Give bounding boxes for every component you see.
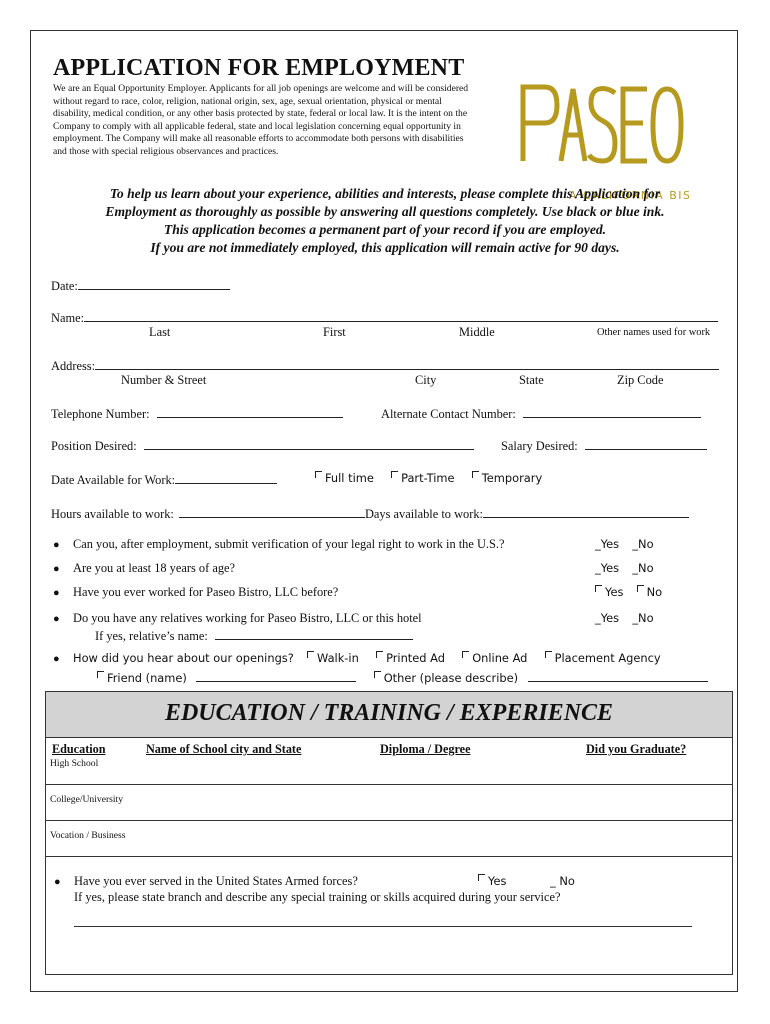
question-4-answers bbox=[595, 611, 654, 625]
question-1: Can you, after employment, submit verification of your legal right to work in the U.S.? bbox=[73, 537, 505, 551]
military-describe-field[interactable] bbox=[74, 926, 692, 927]
col-graduated: Did you Graduate? bbox=[586, 742, 687, 756]
online-ad-label: Online Ad bbox=[472, 651, 528, 665]
name-other-label: Other names used for work bbox=[597, 327, 711, 338]
printed-ad-checkbox[interactable] bbox=[376, 651, 383, 658]
other-label: Other (please describe) bbox=[383, 671, 519, 685]
question-4: Do you have any relatives working for Paseo Bistro, LLC or this hotel bbox=[73, 611, 422, 625]
no-option[interactable]: _No bbox=[632, 611, 654, 625]
col-diploma: Diploma / Degree bbox=[380, 742, 471, 756]
friend-name-field[interactable] bbox=[196, 669, 356, 682]
addr-zip-label: Zip Code bbox=[617, 373, 664, 387]
row-vocation: Vocation / Business bbox=[50, 830, 126, 841]
education-header bbox=[46, 692, 732, 738]
temporary-checkbox[interactable] bbox=[472, 471, 479, 478]
addr-state-label: State bbox=[519, 373, 544, 387]
date-row bbox=[51, 277, 230, 294]
relative-name-row bbox=[95, 627, 413, 644]
question-2: Are you at least 18 years of age? bbox=[73, 561, 236, 575]
alt-contact-row bbox=[381, 405, 701, 422]
row-college: College/University bbox=[50, 794, 124, 805]
education-section bbox=[45, 691, 733, 975]
friend-label: Friend (name) bbox=[107, 671, 187, 685]
eeo-statement: We are an Equal Opportunity Employer. Applicants for all job openings are welcome and will be considered without regard to race, color, religion, national origin, sex, age, sexual orientation, physical or mental disability, medical condition, or any other basis protected by state, federal or local law. It is the intent on the Company to comply with all applicable federal, state and local legislation concerning equal opportunity in employment. The Company will make all reasonable efforts to accommodate both persons with disabilities and those with special religious observances and practices. bbox=[53, 83, 469, 157]
military-no-option[interactable]: _ No bbox=[550, 874, 575, 888]
military-yes-checkbox[interactable] bbox=[478, 874, 485, 881]
address-row bbox=[51, 357, 719, 374]
instruction-line: If you are not immediately employed, this application will remain active for 90 days. bbox=[150, 240, 620, 255]
days-available-field[interactable] bbox=[483, 505, 689, 518]
question-3: Have you ever worked for Paseo Bistro, LLC before? bbox=[73, 585, 339, 599]
alt-contact-field[interactable] bbox=[523, 405, 701, 418]
friend-checkbox[interactable] bbox=[97, 671, 104, 678]
date-available-field[interactable] bbox=[175, 471, 277, 484]
printed-ad-label: Printed Ad bbox=[386, 651, 445, 665]
hear-about-row bbox=[73, 651, 661, 665]
yes-option[interactable]: _Yes bbox=[595, 561, 620, 575]
telephone-field[interactable] bbox=[157, 405, 343, 418]
military-yes-label: Yes bbox=[488, 874, 507, 888]
salary-row bbox=[501, 437, 707, 454]
full-time-checkbox[interactable] bbox=[315, 471, 322, 478]
walk-in-checkbox[interactable] bbox=[307, 651, 314, 658]
form-title: APPLICATION FOR EMPLOYMENT bbox=[53, 55, 465, 81]
part-time-checkbox[interactable] bbox=[391, 471, 398, 478]
military-followup: If yes, please state branch and describe any special training or skills acquired during your service? bbox=[74, 890, 561, 904]
row-high-school: High School bbox=[50, 758, 99, 769]
position-field[interactable] bbox=[144, 437, 474, 450]
military-question: Have you ever served in the United States Armed forces? bbox=[74, 874, 358, 888]
address-field[interactable] bbox=[95, 357, 719, 370]
telephone-label: Telephone Number: bbox=[51, 407, 150, 421]
yes-label: Yes bbox=[605, 585, 624, 599]
hear-about-question: How did you hear about our openings? bbox=[73, 651, 294, 665]
military-no bbox=[550, 874, 575, 888]
address-label: Address: bbox=[51, 359, 96, 373]
alt-contact-label: Alternate Contact Number: bbox=[381, 407, 516, 421]
question-3-answers bbox=[595, 585, 662, 599]
position-label: Position Desired: bbox=[51, 439, 137, 453]
no-label: No bbox=[646, 585, 663, 599]
instructions bbox=[51, 185, 719, 257]
placement-agency-checkbox[interactable] bbox=[545, 651, 552, 658]
row-divider bbox=[46, 820, 732, 821]
salary-field[interactable] bbox=[585, 437, 707, 450]
form-frame bbox=[30, 30, 738, 992]
employment-type-options bbox=[315, 471, 542, 485]
yes-option[interactable]: _Yes bbox=[595, 611, 620, 625]
no-option[interactable]: _No bbox=[632, 537, 654, 551]
other-describe-field[interactable] bbox=[528, 669, 708, 682]
instruction-line: Employment as thoroughly as possible by answering all questions completely. Use black or blue ink. bbox=[105, 204, 665, 219]
addr-city-label: City bbox=[415, 373, 437, 387]
part-time-label: Part-Time bbox=[401, 471, 455, 485]
no-checkbox[interactable] bbox=[637, 585, 644, 592]
other-checkbox[interactable] bbox=[374, 671, 381, 678]
days-available-label: Days available to work: bbox=[364, 507, 483, 521]
salary-label: Salary Desired: bbox=[501, 439, 578, 453]
instruction-line: This application becomes a permanent part of your record if you are employed. bbox=[163, 222, 607, 237]
placement-agency-label: Placement Agency bbox=[554, 651, 661, 665]
relative-name-label: If yes, relative’s name: bbox=[95, 629, 208, 643]
date-label: Date: bbox=[51, 279, 78, 293]
bullet-icon: ● bbox=[53, 613, 60, 625]
hear-about-row-2 bbox=[97, 669, 708, 685]
bullet-icon: ● bbox=[53, 539, 60, 551]
svg-text:A CALIFORNIA BISTRO: A CALIFORNIA BIS bbox=[569, 189, 689, 202]
name-label: Name: bbox=[51, 311, 85, 325]
position-row bbox=[51, 437, 474, 454]
name-middle-label: Middle bbox=[459, 325, 495, 339]
online-ad-checkbox[interactable] bbox=[462, 651, 469, 658]
addr-street-label: Number & Street bbox=[121, 373, 207, 387]
education-title: EDUCATION / TRAINING / EXPERIENCE bbox=[164, 700, 614, 726]
name-row bbox=[51, 309, 718, 326]
date-field[interactable] bbox=[78, 277, 230, 290]
question-1-answers bbox=[595, 537, 654, 551]
bullet-icon: ● bbox=[54, 876, 61, 888]
hours-available-label: Hours available to work: bbox=[51, 507, 174, 521]
row-divider bbox=[46, 784, 732, 785]
name-field[interactable] bbox=[84, 309, 718, 322]
col-school: Name of School city and State bbox=[146, 742, 302, 756]
date-available-label: Date Available for Work: bbox=[51, 473, 176, 487]
walk-in-label: Walk-in bbox=[317, 651, 359, 665]
row-divider bbox=[46, 856, 732, 857]
full-time-label: Full time bbox=[325, 471, 374, 485]
relative-name-field[interactable] bbox=[215, 627, 413, 640]
telephone-row bbox=[51, 405, 343, 422]
date-available-row bbox=[51, 471, 277, 488]
question-2-answers bbox=[595, 561, 654, 575]
hours-available-field[interactable] bbox=[179, 505, 365, 518]
bullet-icon: ● bbox=[53, 587, 60, 599]
instruction-line: To help us learn about your experience, abilities and interests, please complete this Application for bbox=[109, 186, 661, 201]
no-option[interactable]: _No bbox=[632, 561, 654, 575]
yes-option[interactable]: _Yes bbox=[595, 537, 620, 551]
military-yes bbox=[478, 874, 506, 888]
name-last-label: Last bbox=[149, 325, 171, 339]
bullet-icon: ● bbox=[53, 653, 60, 665]
availability-row bbox=[51, 505, 689, 522]
temporary-label: Temporary bbox=[481, 471, 543, 485]
name-first-label: First bbox=[323, 325, 346, 339]
col-education: Education bbox=[52, 742, 106, 756]
bullet-icon: ● bbox=[53, 563, 60, 575]
yes-checkbox[interactable] bbox=[595, 585, 602, 592]
